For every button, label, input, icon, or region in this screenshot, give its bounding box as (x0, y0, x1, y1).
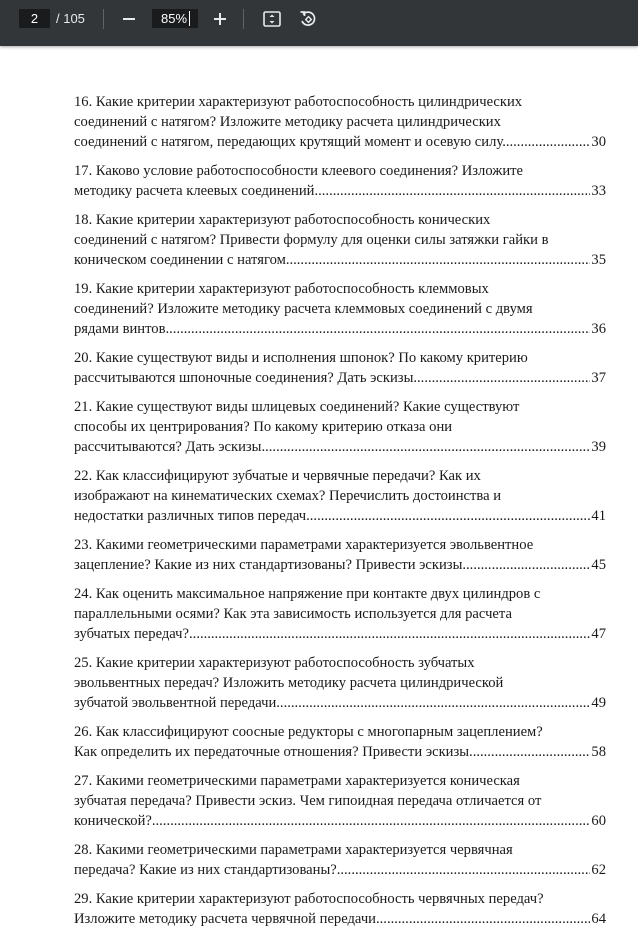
toc-entry-line: 26. Как классифицируют соосные редукторы с многопарным зацеплением? (74, 724, 543, 740)
toc-entry-line: эвольвентных передач? Изложить методику расчета цилиндрической (74, 675, 504, 691)
toc-page-number[interactable]: 36 (591, 321, 606, 337)
toc-page-number[interactable]: 41 (591, 508, 606, 524)
toc-entry-line: 20. Какие существуют виды и исполнения шпонок? По какому критерию (74, 350, 528, 366)
toc-page-number[interactable]: 47 (591, 626, 606, 642)
toc-entry-text: передача? Какие из них стандартизованы? (74, 862, 337, 878)
dot-leader (337, 860, 591, 880)
toc-entry[interactable] (74, 840, 606, 880)
toc-entry-last-line (74, 811, 606, 831)
toc-entry-text: конической? (74, 813, 152, 829)
rotate-button[interactable] (296, 7, 320, 31)
toc-entry-line: зубчатая передача? Привести эскиз. Чем гипоидная передача отличается от (74, 793, 542, 809)
toc-page-number[interactable]: 62 (591, 862, 606, 878)
toolbar-divider (243, 9, 244, 29)
toc-entry-text: Изложите методику расчета червячной передачи. (74, 911, 380, 927)
toc-entry[interactable] (74, 348, 606, 388)
toc-entry-last-line (74, 909, 606, 929)
dot-leader (189, 624, 590, 644)
fit-to-page-button[interactable] (260, 7, 284, 31)
toc-entry-line: 18. Какие критерии характеризуют работоспособность конических (74, 212, 491, 228)
toc-entry-last-line (74, 860, 606, 880)
toc-entry-text: методику расчета клеевых соединений (74, 183, 315, 199)
pdf-toolbar (0, 0, 638, 46)
toc-entry-last-line (74, 437, 606, 457)
toc-entry[interactable] (74, 92, 606, 152)
toc-entry-line: 19. Какие критерии характеризуют работоспособность клеммовых (74, 281, 489, 297)
toc-entry-text: рассчитываются шпоночные соединения? Дать эскизы. (74, 370, 418, 386)
toc-entry-line: 24. Как оценить максимальное напряжение при контакте двух цилиндров с (74, 586, 541, 602)
zoom-out-button[interactable] (117, 7, 141, 31)
toc-entry-line: способы их центрирования? По какому критерию отказа они (74, 419, 453, 435)
toc-entry-last-line (74, 624, 606, 644)
toc-entry[interactable] (74, 279, 606, 339)
dot-leader (169, 319, 590, 339)
dot-leader (380, 909, 591, 929)
toc-entry-last-line (74, 368, 606, 388)
toc-entry[interactable] (74, 584, 606, 644)
toc-entry-last-line (74, 319, 606, 339)
page-total: / 105 (56, 11, 85, 26)
toc-entry[interactable] (74, 771, 606, 831)
toc-page-number[interactable]: 35 (591, 252, 606, 268)
toc-entry-last-line (74, 132, 606, 152)
toc-page-number[interactable]: 30 (591, 134, 606, 150)
toc-entry-text: зубчатой эвольвентной передачи (74, 695, 277, 711)
plus-icon (213, 12, 227, 26)
toc-entry-line: 28. Какими геометрическими параметрами характеризуется червячная (74, 842, 513, 858)
table-of-contents (74, 92, 606, 938)
toc-entry-line: 27. Какими геометрическими параметрами характеризуется коническая (74, 773, 520, 789)
toc-entry-line: 17. Каково условие работоспособности клеевого соединения? Изложите (74, 163, 524, 179)
dot-leader (289, 250, 590, 270)
toc-page-number[interactable]: 64 (591, 911, 606, 927)
dot-leader (310, 506, 591, 526)
toc-entry-last-line (74, 181, 606, 201)
toc-page-number[interactable]: 49 (591, 695, 606, 711)
toc-entry[interactable] (74, 397, 606, 457)
toc-page-number[interactable]: 45 (591, 557, 606, 573)
dot-leader (466, 555, 590, 575)
toc-entry-line: 25. Какие критерии характеризуют работоспособность зубчатых (74, 655, 475, 671)
rotate-icon (299, 10, 317, 28)
toc-entry-line: соединений с натягом? Изложите методику расчета цилиндрических (74, 114, 501, 130)
toc-page-number[interactable]: 33 (591, 183, 606, 199)
dot-leader (473, 742, 591, 762)
toc-entry-last-line (74, 693, 606, 713)
zoom-in-button[interactable] (208, 7, 232, 31)
page-number-input[interactable]: 2 (19, 9, 50, 28)
zoom-value: 85% (161, 11, 188, 26)
minus-icon (122, 12, 136, 26)
toc-entry-last-line (74, 555, 606, 575)
dot-leader (152, 811, 591, 831)
toc-entry-text: недостатки различных типов передач. (74, 508, 310, 524)
toc-entry-text: рассчитываются? Дать эскизы. (74, 439, 266, 455)
toc-entry[interactable] (74, 535, 606, 575)
toc-entry[interactable] (74, 653, 606, 713)
toc-page-number[interactable]: 39 (591, 439, 606, 455)
toc-entry[interactable] (74, 466, 606, 526)
zoom-input[interactable] (152, 9, 198, 28)
toc-entry-line: соединений? Изложите методику расчета клеммовых соединений с двумя (74, 301, 533, 317)
toc-entry[interactable] (74, 889, 606, 929)
toc-entry-line: 22. Как классифицируют зубчатые и червячные передачи? Как их (74, 468, 481, 484)
fit-page-icon (263, 11, 281, 27)
toc-page-number[interactable]: 60 (591, 813, 606, 829)
dot-leader (417, 368, 590, 388)
toc-entry-text: рядами винтов. (74, 321, 170, 337)
toc-entry-line: параллельными осями? Как эта зависимость используется для расчета (74, 606, 512, 622)
toc-entry-line: соединений с натягом? Привести формулу для оценки силы затяжки гайки в (74, 232, 549, 248)
toc-entry-text: соединений с натягом, передающих крутящий момент и осевую силу. (74, 134, 506, 150)
dot-leader (265, 437, 590, 457)
toc-page-number[interactable]: 37 (591, 370, 606, 386)
toc-entry-last-line (74, 250, 606, 270)
toc-entry-text: Как определить их передаточные отношения? Привести эскизы. (74, 744, 473, 760)
toc-entry-text: зацепление? Какие из них стандартизованы? Привести эскизы. (74, 557, 467, 573)
toc-entry-last-line (74, 742, 606, 762)
toc-entry[interactable] (74, 210, 606, 270)
dot-leader (276, 693, 590, 713)
toc-entry-line: изображают на кинематических схемах? Перечислить достоинства и (74, 488, 502, 504)
dot-leader (506, 132, 591, 152)
toc-entry-line: 21. Какие существуют виды шлицевых соединений? Какие существуют (74, 399, 520, 415)
toc-entry-line: 29. Какие критерии характеризуют работоспособность червячных передач? (74, 891, 544, 907)
toc-entry-last-line (74, 506, 606, 526)
toolbar-divider (103, 9, 104, 29)
toc-entry-line: 23. Какими геометрическими параметрами характеризуется эвольвентное (74, 537, 534, 553)
dot-leader (314, 181, 590, 201)
toc-entry-line: 16. Какие критерии характеризуют работоспособность цилиндрических (74, 94, 523, 110)
toc-entry[interactable] (74, 161, 606, 201)
text-caret (189, 11, 190, 26)
toc-entry-text: зубчатых передач? (74, 626, 190, 642)
toc-entry-text: коническом соединении с натягом. (74, 252, 290, 268)
toc-entry[interactable] (74, 722, 606, 762)
toc-page-number[interactable]: 58 (591, 744, 606, 760)
